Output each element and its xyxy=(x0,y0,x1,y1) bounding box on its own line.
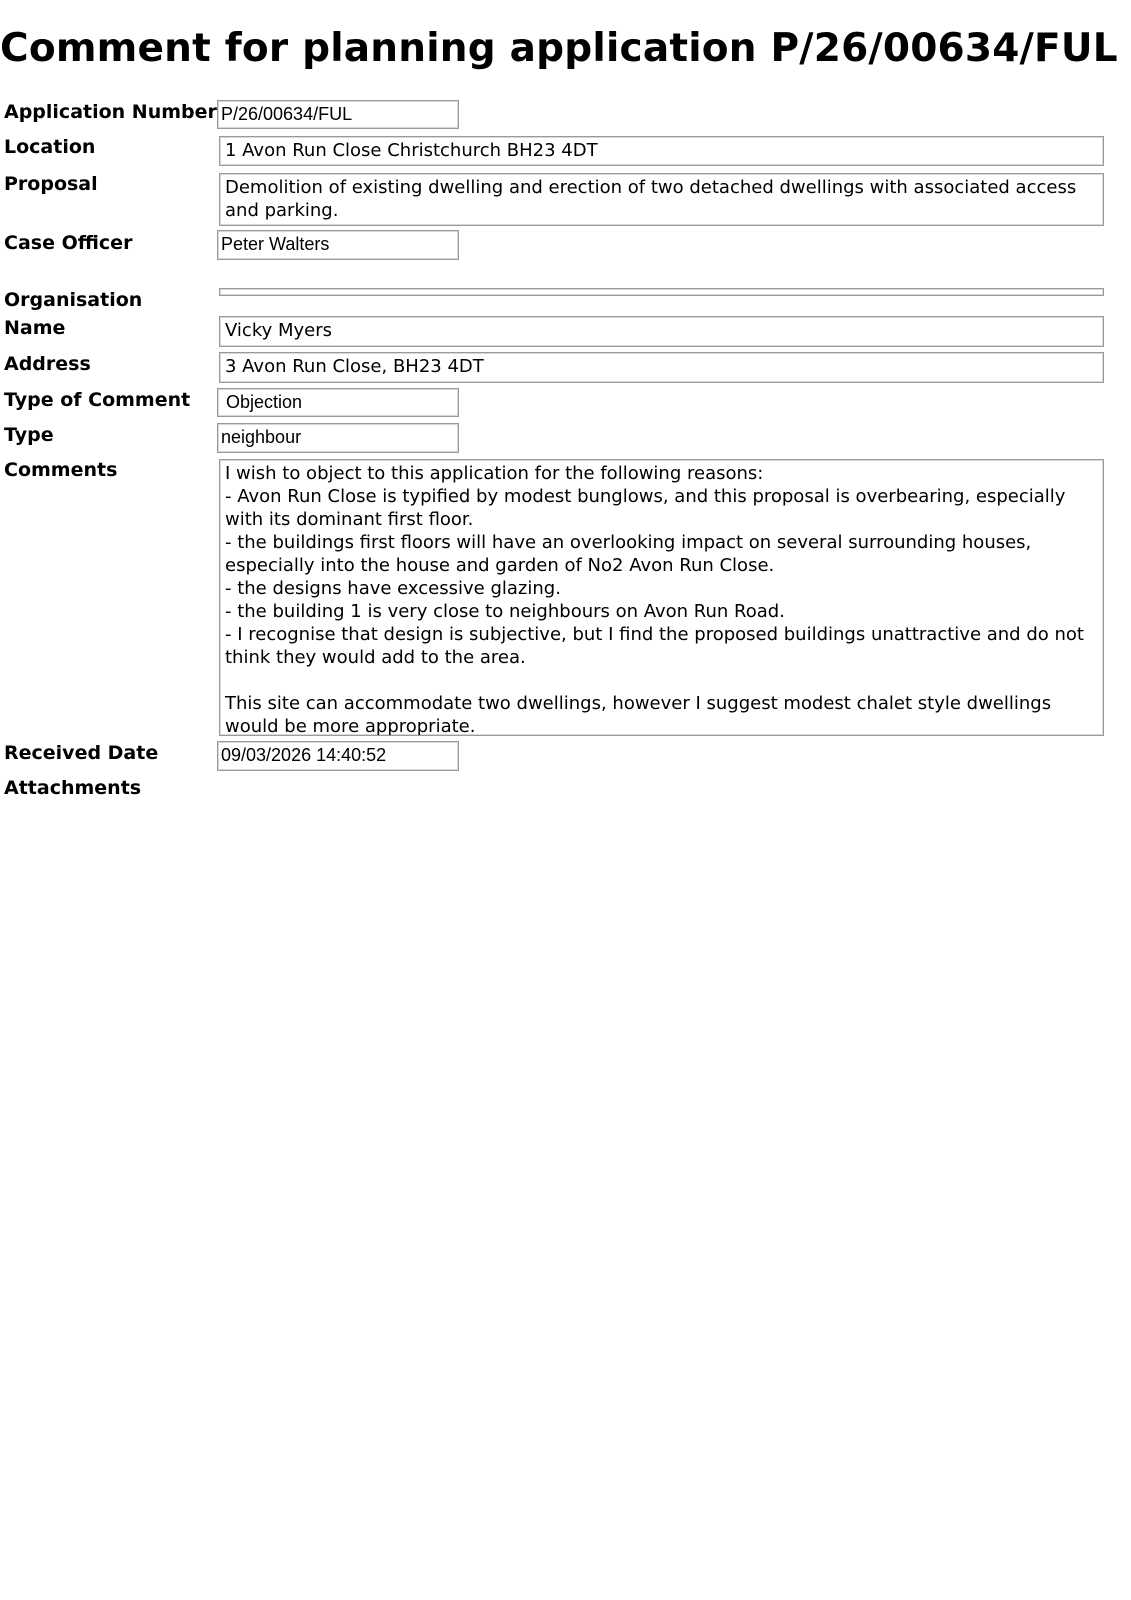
case-officer-label: Case Officer xyxy=(4,232,133,254)
received-date-field: 09/03/2026 14:40:52 xyxy=(217,741,459,771)
address-label: Address xyxy=(4,353,91,375)
address-field: 3 Avon Run Close, BH23 4DT xyxy=(219,352,1104,383)
name-label: Name xyxy=(4,317,66,339)
location-label: Location xyxy=(4,136,96,158)
type-of-comment-label: Type of Comment xyxy=(4,389,191,411)
page-title: Comment for planning application P/26/00634/FUL xyxy=(0,26,1118,71)
proposal-label: Proposal xyxy=(4,173,98,195)
proposal-field: Demolition of existing dwelling and erection of two detached dwellings with associated access and parking. xyxy=(219,173,1104,226)
application-number-label: Application Number xyxy=(4,101,217,123)
type-label: Type xyxy=(4,424,54,446)
type-of-comment-field: Objection xyxy=(217,388,459,417)
comments-label: Comments xyxy=(4,459,118,481)
received-date-label: Received Date xyxy=(4,742,159,764)
comments-field: I wish to object to this application for the following reasons: - Avon Run Close is typified by modest bunglows, and this proposal is overbearing, especially with its dominant first floor. - the buildings first floors will have an overlooking impact on several surrounding houses, especially into the house and garden of No2 Avon Run Close. - the designs have excessive glazing. - the building 1 is very close to neighbours on Avon Run Road. - I recognise that design is subjective, but I find the proposed buildings unattractive and do not think they would add to the area. This site can accommodate two dwellings, however I suggest modest chalet style dwellings would be more appropriate. xyxy=(219,459,1104,736)
location-field: 1 Avon Run Close Christchurch BH23 4DT xyxy=(219,136,1104,166)
type-field: neighbour xyxy=(217,423,459,453)
organisation-label: Organisation xyxy=(4,289,143,311)
attachments-label: Attachments xyxy=(4,777,142,799)
organisation-field xyxy=(219,288,1104,296)
application-number-field: P/26/00634/FUL xyxy=(217,100,459,129)
case-officer-field: Peter Walters xyxy=(217,230,459,260)
name-field: Vicky Myers xyxy=(219,316,1104,347)
